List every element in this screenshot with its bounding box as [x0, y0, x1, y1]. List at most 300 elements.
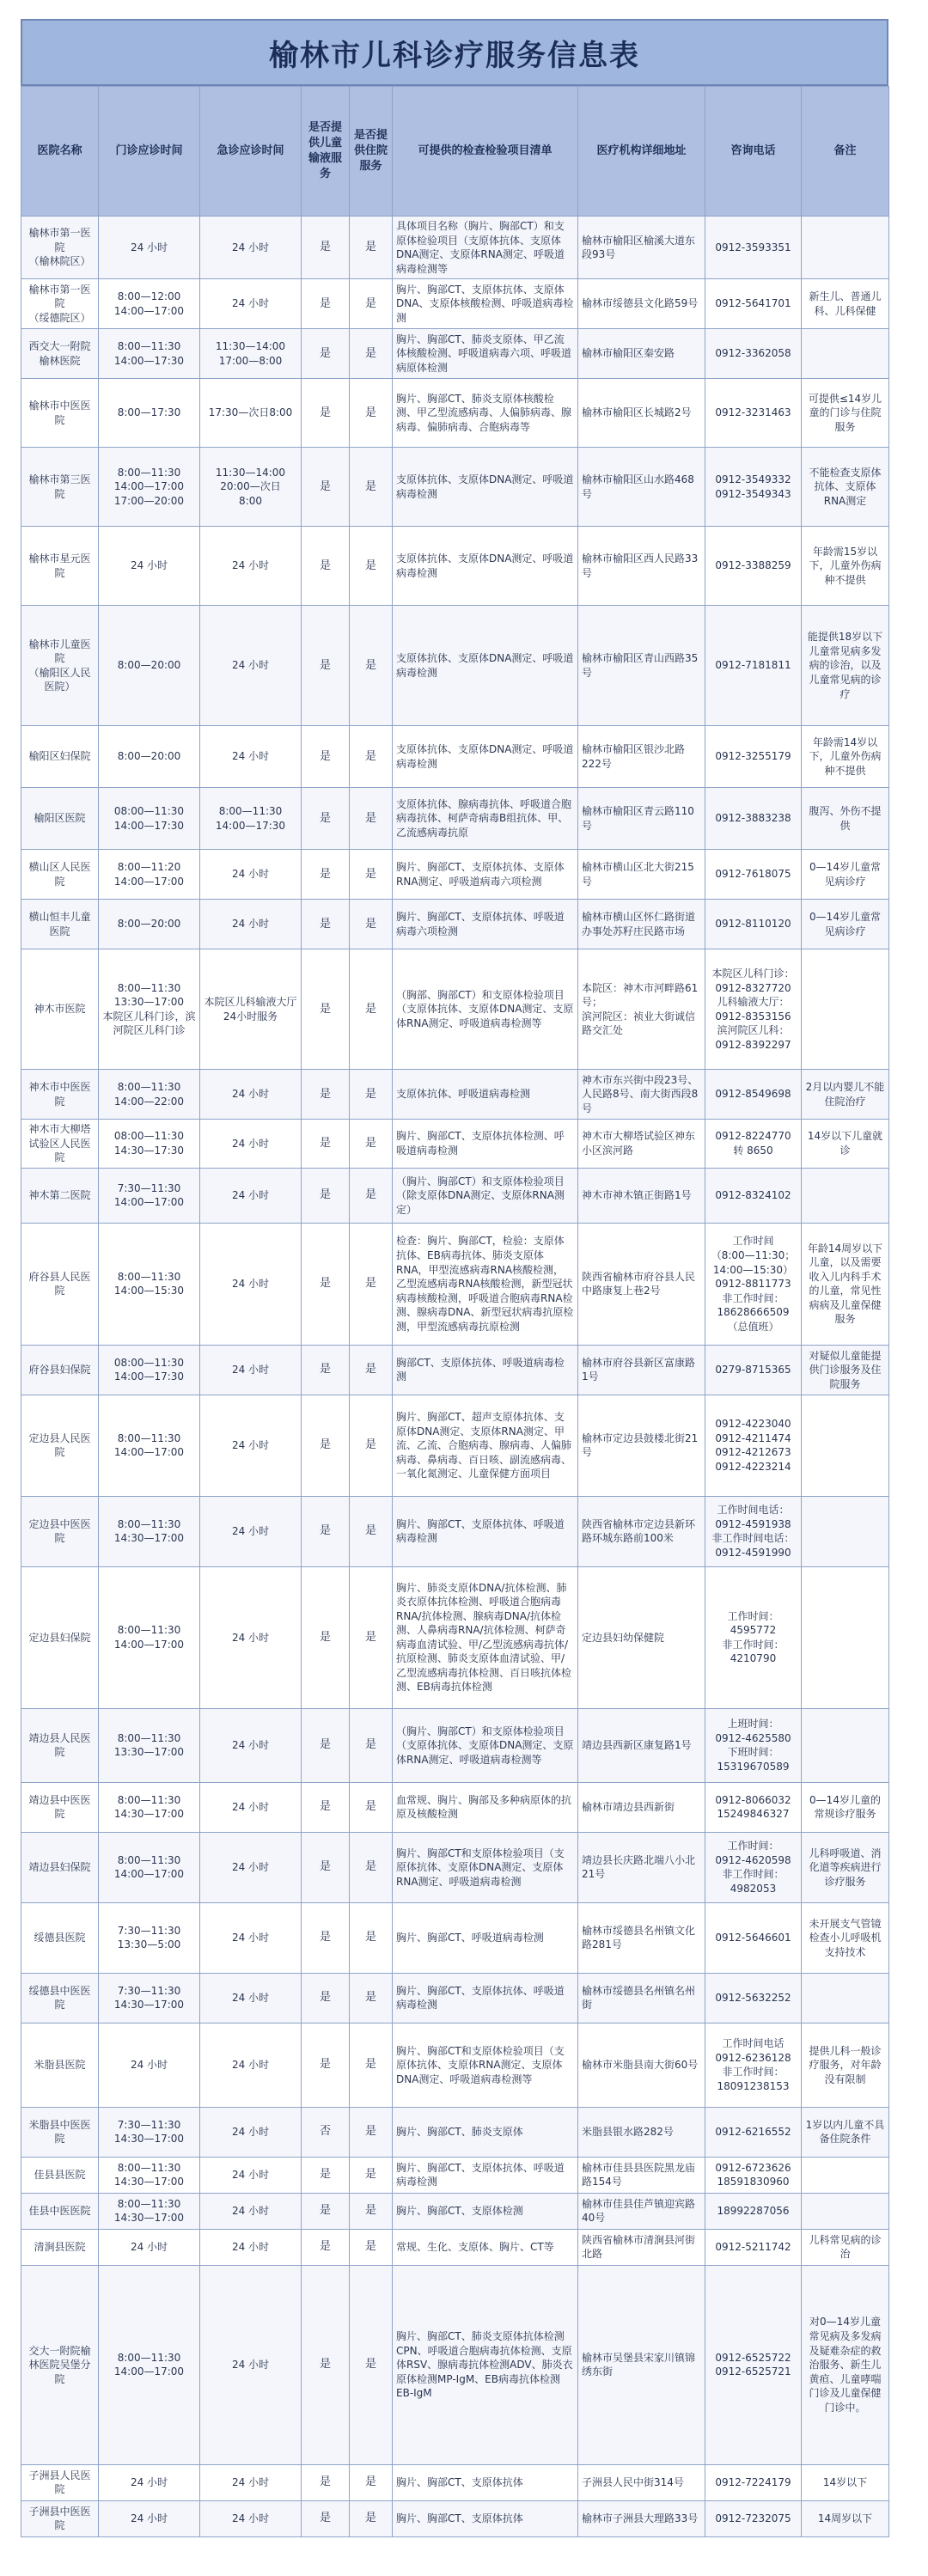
- info-sheet: [21, 19, 888, 2562]
- inpatient-flag-text: 是: [364, 2168, 376, 2182]
- address-text: 榆林市榆阳区山水路468号: [582, 473, 694, 500]
- test-items-cell: [393, 1566, 578, 1708]
- note-cell: [802, 788, 889, 850]
- infusion-flag-cell: [302, 850, 350, 900]
- hospital-name-cell: [21, 1708, 99, 1782]
- hospital-name-text: 靖边县中医医院: [28, 1793, 91, 1821]
- note-text: 提供儿科一般诊疗服务，对年龄没有限制: [809, 2044, 882, 2085]
- note-text: 未开展支气管镜检查小儿呼吸机支持技术: [809, 1917, 882, 1958]
- header-test-items: 可提供的检查检验项目清单: [393, 87, 578, 217]
- infusion-flag-text: 是: [319, 811, 331, 825]
- clinic-hours-text: 7:30—11:30 14:00—17:00: [113, 1181, 185, 1209]
- address-cell: [578, 527, 705, 606]
- test-items-cell: [393, 606, 578, 726]
- phone-text: 0912-5646601: [715, 1932, 791, 1944]
- table-row: [21, 379, 889, 448]
- infusion-flag-text: 是: [319, 296, 331, 310]
- emergency-hours-text: 24 小时: [231, 559, 270, 572]
- phone-text: 0912-7181811: [715, 659, 791, 672]
- infusion-flag-cell: [302, 1496, 350, 1566]
- hospital-name-text: 清涧县医院: [34, 2241, 86, 2254]
- inpatient-flag-text: 是: [364, 241, 376, 254]
- table-row: [21, 1566, 889, 1708]
- test-items-text: 支原体抗体、腺病毒抗体、呼吸道合胞病毒抗体、柯萨奇病毒B组抗体、甲、乙流感病毒抗原: [396, 797, 572, 839]
- phone-cell: [705, 1168, 802, 1223]
- test-items-text: 具体项目名称（胸片、胸部CT）和支原体检验项目（支原体抗体、支原体DNA测定、支原体RNA测定、呼吸道病毒检测等: [396, 220, 565, 275]
- test-items-text: 胸片、胸部CT、支原体抗体、支原体DNA、支原体核酸检测、呼吸道病毒检测: [396, 283, 574, 324]
- hospital-name-cell: [21, 1902, 99, 1973]
- clinic-hours-cell: [99, 1708, 200, 1782]
- address-text: 本院区：神木市河畔路61号； 滨河院区：祯业大街诚信路交汇处: [582, 981, 699, 1037]
- emergency-hours-text: 24 小时: [231, 1992, 270, 2005]
- hospital-name-text: 子洲县中医医院: [28, 2505, 91, 2532]
- emergency-hours-cell: [200, 2229, 302, 2265]
- clinic-hours-text: 8:00—11:30 14:00—17:00 17:00—20:00: [113, 466, 185, 507]
- infusion-flag-text: 是: [319, 1860, 331, 1874]
- note-cell: [802, 2193, 889, 2229]
- address-text: 榆林市榆阳区青山西路35号: [582, 652, 699, 679]
- inpatient-flag-text: 是: [364, 1002, 376, 1016]
- address-cell: [578, 1070, 705, 1120]
- test-items-cell: [393, 1708, 578, 1782]
- clinic-hours-text: 24 小时: [130, 2241, 168, 2254]
- note-cell: [802, 217, 889, 279]
- phone-cell: [705, 2107, 802, 2157]
- table-row: [21, 279, 889, 329]
- clinic-hours-cell: [99, 1223, 200, 1345]
- inpatient-flag-text: 是: [364, 867, 376, 881]
- hospital-name-text: 绥德县中医医院: [28, 1984, 91, 2011]
- hospital-name-text: 米脂县医院: [34, 2059, 86, 2072]
- address-cell: [578, 448, 705, 527]
- address-text: 定边县妇幼保健院: [582, 1631, 665, 1644]
- address-text: 榆林市横山区北大街215号: [582, 861, 694, 888]
- address-cell: [578, 379, 705, 448]
- clinic-hours-text: 8:00—11:30 13:30—17:00 本院区儿科门诊，滨河院区儿科门诊: [102, 981, 196, 1037]
- hospital-name-cell: [21, 1782, 99, 1832]
- address-cell: [578, 1223, 705, 1345]
- address-text: 榆林市绥德县名州镇文化路281号: [582, 1924, 696, 1951]
- infusion-flag-cell: [302, 527, 350, 606]
- phone-text: 0912-7224179: [715, 2476, 791, 2489]
- hospital-name-text: 榆阳区妇保院: [28, 750, 91, 763]
- phone-cell: [705, 606, 802, 726]
- inpatient-flag-text: 是: [364, 811, 376, 825]
- phone-cell: [705, 2229, 802, 2265]
- hospital-name-text: 府谷县人民医院: [28, 1270, 91, 1297]
- test-items-cell: [393, 1832, 578, 1902]
- emergency-hours-text: 11:30—14:00 17:00—8:00: [215, 340, 286, 367]
- infusion-flag-text: 是: [319, 2168, 331, 2182]
- test-items-cell: [393, 2229, 578, 2265]
- infusion-flag-cell: [302, 1566, 350, 1708]
- clinic-hours-cell: [99, 1395, 200, 1496]
- test-items-text: 胸片、胸部CT、支原体检测: [396, 2205, 523, 2218]
- phone-text: 0912-4223040 0912-4211474 0912-4212673 0912-4223214: [715, 1418, 791, 1473]
- address-text: 米脂县银水路282号: [582, 2126, 674, 2139]
- header-note: 备注: [802, 87, 889, 217]
- address-cell: [578, 279, 705, 329]
- phone-cell: [705, 329, 802, 379]
- hospital-name-text: 榆林市儿童医院 （榆阳区人民医院）: [28, 638, 91, 693]
- clinic-hours-cell: [99, 2229, 200, 2265]
- address-cell: [578, 900, 705, 949]
- note-text: 对0—14岁儿童常见病及多发病及疑难杂症的救治服务、新生儿黄疸、儿童哮喘门诊及儿童保健门诊中。: [809, 2316, 882, 2414]
- clinic-hours-text: 8:00—11:30 14:30—17:00: [113, 2161, 185, 2188]
- clinic-hours-cell: [99, 788, 200, 850]
- address-cell: [578, 2107, 705, 2157]
- note-cell: [802, 726, 889, 788]
- note-cell: [802, 1395, 889, 1496]
- clinic-hours-cell: [99, 1120, 200, 1169]
- test-items-cell: [393, 217, 578, 279]
- hospital-name-cell: [21, 217, 99, 279]
- inpatient-flag-text: 是: [364, 2058, 376, 2072]
- address-text: 榆林市定边县鼓楼北街21号: [582, 1431, 699, 1459]
- emergency-hours-cell: [200, 2500, 302, 2536]
- clinic-hours-text: 8:00—11:30 14:00—15:30: [113, 1270, 185, 1297]
- phone-cell: [705, 2500, 802, 2536]
- infusion-flag-text: 是: [319, 2240, 331, 2254]
- hospital-name-text: 榆林市中医医院: [28, 400, 91, 426]
- infusion-flag-cell: [302, 1395, 350, 1496]
- note-text: 0—14岁儿童的常规诊疗服务: [809, 1793, 881, 1821]
- address-cell: [578, 949, 705, 1070]
- phone-text: 0912-3255179: [715, 750, 791, 763]
- emergency-hours-text: 24 小时: [231, 1932, 270, 1944]
- test-items-text: （胸部、胸部CT）和支原体检验项目（支原体抗体、支原体DNA测定、支原体RNA测定、呼吸道病毒检测等: [396, 988, 574, 1029]
- infusion-flag-text: 是: [319, 2358, 331, 2372]
- note-cell: [802, 1168, 889, 1223]
- address-text: 榆林市绥德县名州镇名州街: [582, 1984, 696, 2011]
- emergency-hours-text: 24 小时: [231, 1364, 270, 1377]
- hospital-name-cell: [21, 2229, 99, 2265]
- table-row: [21, 527, 889, 606]
- inpatient-flag-text: 是: [364, 1277, 376, 1291]
- address-text: 靖边县西新区康复路1号: [582, 1739, 692, 1752]
- emergency-hours-text: 24 小时: [231, 1189, 270, 1202]
- test-items-text: 胸片、胸部CT、肺炎支原体、甲乙流体核酸检测、呼吸道病毒六项、呼吸道病原体检测: [396, 333, 572, 374]
- phone-cell: [705, 527, 802, 606]
- test-items-text: 常规、生化、支原体、胸片、CT等: [396, 2241, 554, 2254]
- phone-cell: [705, 1782, 802, 1832]
- test-items-text: 胸片、胸部CT和支原体检验项目（支原体抗体、支原体DNA测定、支原体RNA测定、呼吸道病毒检测: [396, 1847, 565, 1888]
- test-items-cell: [393, 2157, 578, 2193]
- note-text: 0—14岁儿童常见病诊疗: [809, 911, 881, 937]
- phone-text: 0912-3231463: [715, 406, 791, 419]
- table-body: [21, 217, 889, 2537]
- phone-cell: [705, 1708, 802, 1782]
- hospital-name-cell: [21, 2464, 99, 2500]
- hospital-name-cell: [21, 2107, 99, 2157]
- emergency-hours-text: 24 小时: [231, 241, 270, 253]
- clinic-hours-cell: [99, 850, 200, 900]
- phone-cell: [705, 726, 802, 788]
- hospital-name-text: 定边县中医医院: [28, 1517, 91, 1545]
- hospital-name-text: 横山恒丰儿童医院: [28, 911, 91, 937]
- emergency-hours-text: 24 小时: [231, 2359, 270, 2372]
- test-items-text: 胸片、胸部CT、支原体抗体、呼吸道病毒检测: [396, 1517, 565, 1545]
- address-cell: [578, 2464, 705, 2500]
- inpatient-flag-text: 是: [364, 1438, 376, 1452]
- hospital-name-cell: [21, 2500, 99, 2536]
- inpatient-flag-cell: [350, 726, 393, 788]
- inpatient-flag-cell: [350, 2229, 393, 2265]
- phone-text: 0912-8110120: [715, 918, 791, 931]
- address-text: 榆林市榆阳区西人民路33号: [582, 552, 699, 579]
- inpatient-flag-text: 是: [364, 1087, 376, 1101]
- emergency-hours-cell: [200, 448, 302, 527]
- inpatient-flag-text: 是: [364, 1363, 376, 1377]
- phone-cell: [705, 2193, 802, 2229]
- inpatient-flag-cell: [350, 329, 393, 379]
- clinic-hours-cell: [99, 1782, 200, 1832]
- emergency-hours-text: 24 小时: [231, 1439, 270, 1452]
- address-text: 靖边县长庆路北端八小北21号: [582, 1853, 696, 1881]
- clinic-hours-cell: [99, 1566, 200, 1708]
- clinic-hours-cell: [99, 2265, 200, 2464]
- table-row: [21, 949, 889, 1070]
- infusion-flag-cell: [302, 2229, 350, 2265]
- inpatient-flag-cell: [350, 2157, 393, 2193]
- clinic-hours-text: 8:00—12:00 14:00—17:00: [113, 290, 185, 317]
- phone-text: 18992287056: [717, 2205, 790, 2218]
- inpatient-flag-cell: [350, 1973, 393, 2023]
- clinic-hours-cell: [99, 1345, 200, 1395]
- inpatient-flag-cell: [350, 949, 393, 1070]
- infusion-flag-cell: [302, 726, 350, 788]
- phone-text: 工作时间 （8:00—11:30；14:00—15:30） 0912-8811773 非工作时间： 18628666509 （总值班）: [711, 1235, 796, 1333]
- hospital-name-text: 米脂县中医医院: [28, 2118, 91, 2146]
- test-items-text: 检查：胸片、胸部CT，检验：支原体抗体、EB病毒抗体、肺炎支原体RNA，甲型流感病毒RNA核酸检测，乙型流感病毒RNA核酸检测，新型冠状病毒核酸检测，呼吸道合胞病毒RNA检测、腺病毒DNA、新型冠状病毒抗原检测，甲型流感病毒抗原检测: [396, 1235, 574, 1333]
- test-items-cell: [393, 1973, 578, 2023]
- emergency-hours-cell: [200, 379, 302, 448]
- address-cell: [578, 850, 705, 900]
- inpatient-flag-cell: [350, 2107, 393, 2157]
- note-cell: [802, 1223, 889, 1345]
- test-items-cell: [393, 1223, 578, 1345]
- clinic-hours-text: 24 小时: [130, 2512, 168, 2525]
- clinic-hours-cell: [99, 949, 200, 1070]
- clinic-hours-text: 8:00—11:30 14:00—17:00: [113, 1431, 185, 1459]
- inpatient-flag-text: 是: [364, 346, 376, 360]
- infusion-flag-cell: [302, 1902, 350, 1973]
- note-cell: [802, 279, 889, 329]
- phone-cell: [705, 2265, 802, 2464]
- clinic-hours-cell: [99, 2500, 200, 2536]
- inpatient-flag-cell: [350, 1782, 393, 1832]
- emergency-hours-text: 24 小时: [231, 2126, 270, 2139]
- emergency-hours-cell: [200, 788, 302, 850]
- inpatient-flag-cell: [350, 279, 393, 329]
- hospital-name-text: 交大一附院榆林医院吴堡分院: [28, 2344, 91, 2385]
- phone-text: 0912-6723626 18591830960: [715, 2161, 791, 2188]
- inpatient-flag-cell: [350, 788, 393, 850]
- test-items-cell: [393, 2193, 578, 2229]
- clinic-hours-cell: [99, 2023, 200, 2107]
- clinic-hours-cell: [99, 1902, 200, 1973]
- infusion-flag-cell: [302, 1782, 350, 1832]
- clinic-hours-cell: [99, 1973, 200, 2023]
- test-items-cell: [393, 1902, 578, 1973]
- clinic-hours-cell: [99, 217, 200, 279]
- emergency-hours-cell: [200, 1566, 302, 1708]
- emergency-hours-cell: [200, 1395, 302, 1496]
- clinic-hours-text: 24 小时: [130, 2476, 168, 2489]
- inpatient-flag-cell: [350, 1902, 393, 1973]
- emergency-hours-text: 24 小时: [231, 2476, 270, 2489]
- table-row: [21, 1168, 889, 1223]
- address-text: 榆林市榆阳区长城路2号: [582, 406, 692, 419]
- address-cell: [578, 788, 705, 850]
- infusion-flag-text: 是: [319, 917, 331, 931]
- address-text: 榆林市榆阳区青云路110号: [582, 805, 694, 832]
- hospital-name-text: 神木第二医院: [28, 1189, 91, 1202]
- inpatient-flag-cell: [350, 2265, 393, 2464]
- note-text: 年龄需15岁以下，儿童外伤病种不提供: [809, 545, 882, 586]
- phone-cell: [705, 949, 802, 1070]
- note-cell: [802, 2023, 889, 2107]
- address-cell: [578, 217, 705, 279]
- hospital-name-cell: [21, 2265, 99, 2464]
- infusion-flag-cell: [302, 1708, 350, 1782]
- emergency-hours-cell: [200, 1902, 302, 1973]
- inpatient-flag-cell: [350, 2464, 393, 2500]
- inpatient-flag-text: 是: [364, 917, 376, 931]
- table-row: [21, 1496, 889, 1566]
- hospital-name-text: 神木市医院: [34, 1003, 86, 1016]
- phone-text: 0912-8066032 15249846327: [715, 1793, 791, 1821]
- hospital-name-text: 靖边县妇保院: [28, 1861, 91, 1874]
- note-text: 新生儿、普通儿科、儿科保健: [809, 290, 882, 317]
- header-phone: 咨询电话: [705, 87, 802, 217]
- infusion-flag-cell: [302, 217, 350, 279]
- infusion-flag-text: 是: [319, 1277, 331, 1291]
- note-text: 14岁以下儿童就诊: [807, 1130, 883, 1157]
- test-items-cell: [393, 1782, 578, 1832]
- infusion-flag-text: 是: [319, 2475, 331, 2489]
- note-cell: [802, 1496, 889, 1566]
- emergency-hours-cell: [200, 1223, 302, 1345]
- test-items-cell: [393, 1168, 578, 1223]
- emergency-hours-cell: [200, 2157, 302, 2193]
- note-text: 儿科呼吸道、消化道等疾病进行诊疗服务: [809, 1847, 882, 1888]
- phone-text: 0912-7232075: [715, 2512, 791, 2525]
- clinic-hours-cell: [99, 2107, 200, 2157]
- test-items-text: 胸部CT、支原体抗体、呼吸道病毒检测: [396, 1356, 565, 1383]
- phone-cell: [705, 1902, 802, 1973]
- hospital-name-cell: [21, 1973, 99, 2023]
- table-row: [21, 1345, 889, 1395]
- inpatient-flag-text: 是: [364, 2240, 376, 2254]
- infusion-flag-cell: [302, 2265, 350, 2464]
- hospital-name-cell: [21, 527, 99, 606]
- phone-text: 本院区儿科门诊： 0912-8327720 儿科输液大厅： 0912-8353156 滨河院区儿科： 0912-8392297: [711, 968, 795, 1051]
- emergency-hours-cell: [200, 1345, 302, 1395]
- clinic-hours-text: 8:00—11:30 14:00—17:00: [113, 1624, 185, 1651]
- note-cell: [802, 2229, 889, 2265]
- inpatient-flag-cell: [350, 1070, 393, 1120]
- infusion-flag-cell: [302, 2023, 350, 2107]
- sheet-title: 榆林市儿科诊疗服务信息表: [21, 19, 888, 86]
- clinic-hours-text: 7:30—11:30 14:30—17:00: [113, 2118, 185, 2146]
- emergency-hours-text: 24 小时: [231, 1088, 270, 1101]
- hospital-name-text: 佳县中医医院: [28, 2205, 91, 2218]
- infusion-flag-cell: [302, 448, 350, 527]
- hospital-name-text: 榆林市星元医院: [28, 552, 91, 579]
- note-cell: [802, 900, 889, 949]
- hospital-name-cell: [21, 1496, 99, 1566]
- inpatient-flag-text: 是: [364, 1991, 376, 2005]
- address-text: 陕西省榆林市府谷县人民中路康复上巷2号: [582, 1270, 696, 1297]
- hospital-name-text: 定边县人民医院: [28, 1431, 91, 1459]
- test-items-cell: [393, 2107, 578, 2157]
- test-items-text: 支原体抗体、支原体DNA测定、呼吸道病毒检测: [396, 652, 574, 679]
- infusion-flag-text: 是: [319, 1087, 331, 1101]
- inpatient-flag-text: 是: [364, 658, 376, 672]
- test-items-text: 胸片、肺炎支原体DNA/抗体检测、肺炎衣原体抗体检测、呼吸道合胞病毒RNA/抗体检测、腺病毒DNA/抗体检测、人鼻病毒RNA/抗体检测、柯萨奇病毒血清试验、甲/乙型流感病毒抗体/抗原检测、肺炎支原体血清试验、甲/乙型流感病毒抗体检测、百日咳抗体检测、EB病毒抗体检测: [396, 1581, 572, 1694]
- inpatient-flag-cell: [350, 379, 393, 448]
- inpatient-flag-cell: [350, 2500, 393, 2536]
- note-text: 2月以内婴儿不能住院治疗: [805, 1081, 885, 1108]
- note-cell: [802, 329, 889, 379]
- note-cell: [802, 1070, 889, 1120]
- table-row: [21, 2193, 889, 2229]
- phone-cell: [705, 217, 802, 279]
- table-row: [21, 217, 889, 279]
- clinic-hours-cell: [99, 1496, 200, 1566]
- emergency-hours-cell: [200, 527, 302, 606]
- address-cell: [578, 726, 705, 788]
- note-text: 能提供18岁以下儿童常见病多发病的诊治，以及儿童常见病的诊疗: [807, 631, 883, 700]
- phone-cell: [705, 1496, 802, 1566]
- phone-text: 0912-5632252: [715, 1992, 791, 2005]
- hospital-name-text: 子洲县人民医院: [28, 2469, 91, 2496]
- note-cell: [802, 1120, 889, 1169]
- emergency-hours-cell: [200, 1782, 302, 1832]
- emergency-hours-text: 24 小时: [231, 750, 270, 763]
- inpatient-flag-cell: [350, 850, 393, 900]
- infusion-flag-cell: [302, 949, 350, 1070]
- address-cell: [578, 1566, 705, 1708]
- address-cell: [578, 2157, 705, 2193]
- clinic-hours-text: 8:00—11:30 14:00—17:00: [113, 1853, 185, 1881]
- inpatient-flag-cell: [350, 1120, 393, 1169]
- emergency-hours-cell: [200, 2107, 302, 2157]
- table-row: [21, 1395, 889, 1496]
- note-cell: [802, 1902, 889, 1973]
- emergency-hours-cell: [200, 2023, 302, 2107]
- infusion-flag-cell: [302, 379, 350, 448]
- phone-text: 上班时间： 0912-4625580 下班时间： 15319670589: [715, 1718, 791, 1773]
- infusion-flag-text: 是: [319, 2512, 331, 2525]
- table-row: [21, 2464, 889, 2500]
- infusion-flag-cell: [302, 279, 350, 329]
- table-row: [21, 448, 889, 527]
- address-text: 榆林市横山区怀仁路街道办事处苏籽庄民路市场: [582, 911, 696, 937]
- phone-cell: [705, 1223, 802, 1345]
- emergency-hours-cell: [200, 2193, 302, 2229]
- hospital-name-cell: [21, 726, 99, 788]
- hospital-name-cell: [21, 1832, 99, 1902]
- address-text: 神木市神木镇正街路1号: [582, 1189, 692, 1202]
- hospital-name-cell: [21, 1223, 99, 1345]
- hospital-name-text: 榆阳区医院: [34, 812, 86, 825]
- note-text: 14周岁以下: [817, 2512, 873, 2525]
- table-row: [21, 606, 889, 726]
- emergency-hours-text: 24 小时: [231, 868, 270, 881]
- infusion-flag-text: 是: [319, 658, 331, 672]
